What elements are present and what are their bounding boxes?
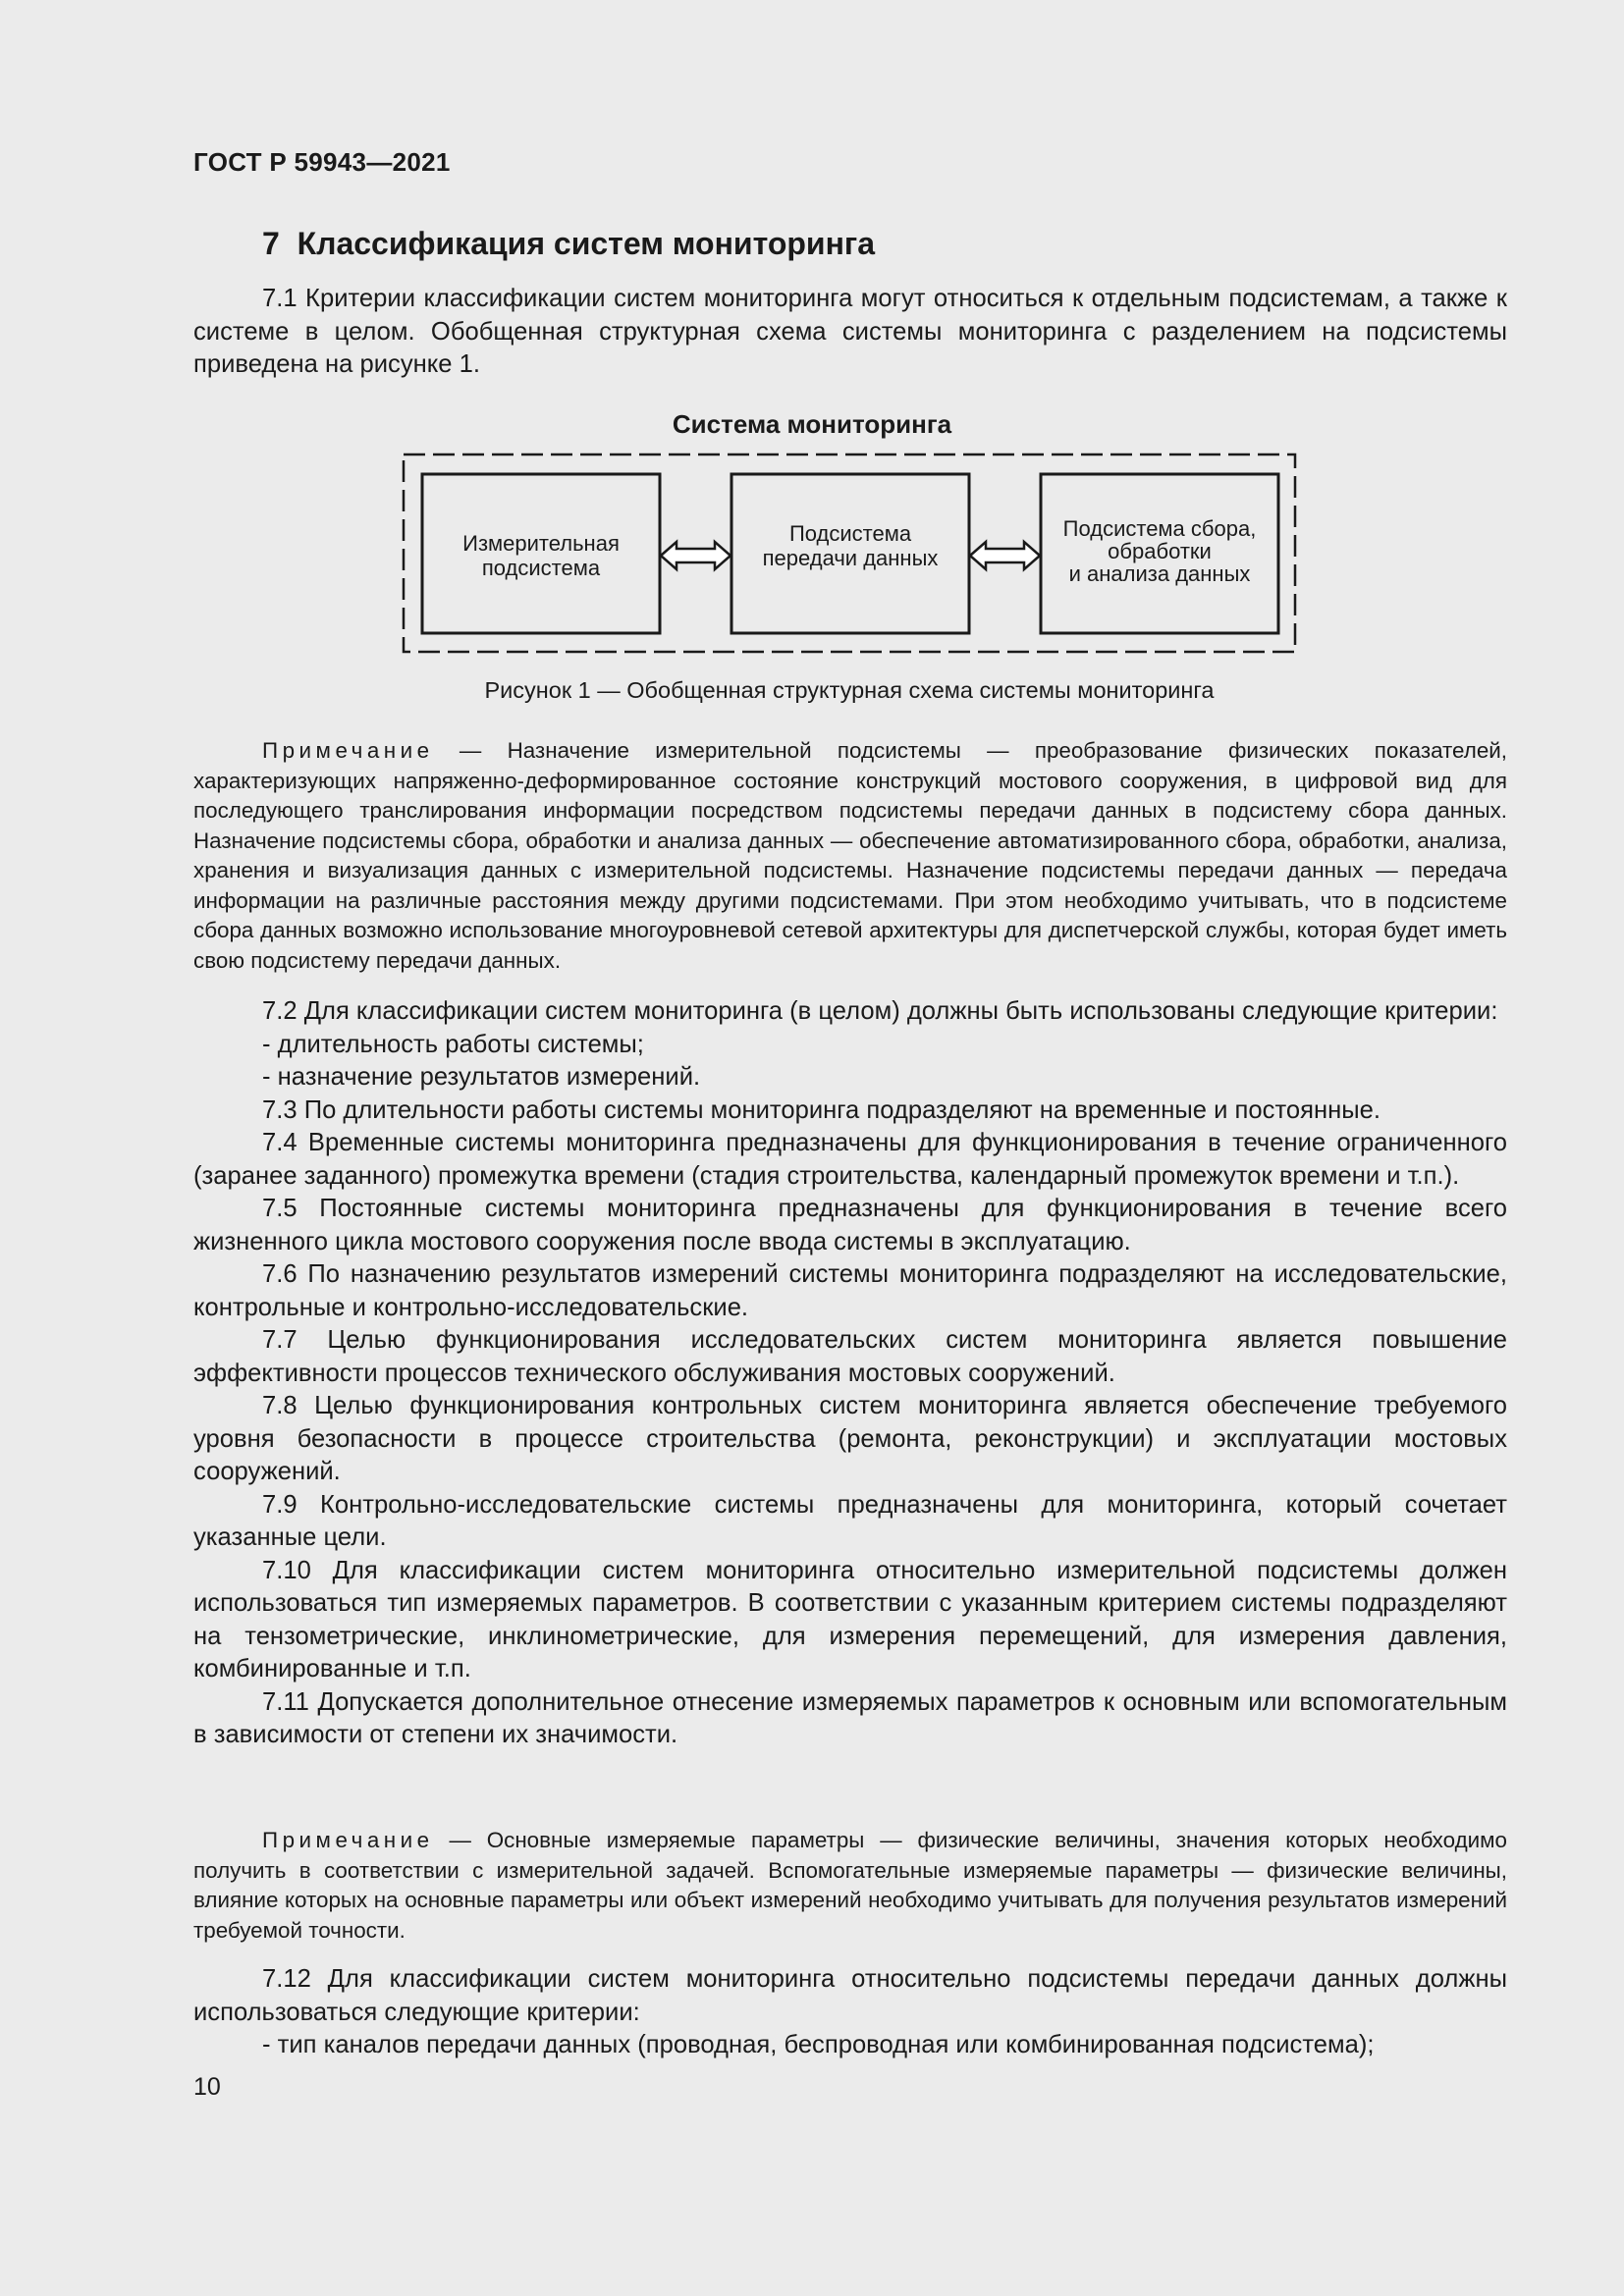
paragraph-7-6: 7.6 По назначению результатов измерений системы мониторинга подразделяют на исследовательские, контрольные и контрольно-исследовательские. (193, 1260, 1507, 1321)
paragraph-7-1-block (193, 283, 1507, 382)
box1-label-line1: Измерительная (462, 531, 620, 556)
list-item: - тип каналов передачи данных (проводная, беспроводная или комбинированная подсистема); (262, 2031, 1375, 2058)
note-2-label: Примечание (262, 1828, 434, 1852)
paragraph-7-5: 7.5 Постоянные системы мониторинга предназначены для функционирования в течение всего жизненного цикла мостового сооружения после ввода системы в эксплуатацию. (193, 1195, 1507, 1255)
paragraph-7-2: 7.2 Для классификации систем мониторинга (в целом) должны быть использованы следующие критерии: (262, 997, 1498, 1025)
note-1-label: Примечание (262, 738, 434, 763)
paragraph-7-11: 7.11 Допускается дополнительное отнесение измеряемых параметров к основным или вспомогательным в зависимости от степени их значимости. (193, 1687, 1507, 1748)
note-1-text: — Назначение измерительной подсистемы — преобразование физических показателей, характеризующих напряженно-деформированное состояние конструкций мостового сооружения, в цифровой вид для последующего транслирования информации посредством подсистемы передачи данных в подсистему сбора данных. Назначение подсистемы сбора, обработки и анализа данных — обеспечение автоматизированного сбора, обработки, анализа, хранения и визуализация данных с измерительной подсистемы. Назначение подсистемы передачи данных — передача информации на различные расстояния между другими подсистемами. При этом необходимо учитывать, что в подсистеме сбора данных возможно использование многоуровневой сетевой архитектуры для диспетчерской службы, которая будет иметь свою подсистему передачи данных. (193, 738, 1507, 973)
paragraph-7-12: 7.12 Для классификации систем мониторинга относительно подсистемы передачи данных должны использоваться следующие критерии: (193, 1965, 1507, 2026)
paragraph-7-7: 7.7 Целью функционирования исследовательских систем мониторинга является повышение эффективности процессов технического обслуживания мостовых сооружений. (193, 1326, 1507, 1387)
note-1 (193, 736, 1507, 976)
double-arrow-icon (661, 542, 731, 569)
note-2-text: — Основные измеряемые параметры — физические величины, значения которых необходимо получить в соответствии с измерительной задачей. Вспомогательные измеряемые параметры — физические величины, влияние которых на основные параметры или объект измерений необходимо учитывать для получения результатов измерений требуемой точности. (193, 1828, 1507, 1943)
figure-caption: Рисунок 1 — Обобщенная структурная схема системы мониторинга (484, 677, 1215, 703)
double-arrow-icon (970, 542, 1040, 569)
note-2-block (193, 1826, 1507, 1946)
box1-label-line2: подсистема (481, 556, 601, 580)
box3-label-line1: Подсистема сбора, (1062, 516, 1257, 541)
list-item: - назначение результатов измерений. (262, 1063, 701, 1091)
section-title (262, 226, 875, 262)
list-item: - длительность работы системы; (262, 1030, 644, 1058)
page-number: 10 (193, 2073, 221, 2101)
paragraph-7-8: 7.8 Целью функционирования контрольных систем мониторинга является обеспечение требуемого уровня безопасности в процессе строительства (ремонта, реконструкции) и эксплуатации мостовых сооружений. (193, 1392, 1507, 1485)
paragraph-7-3: 7.3 По длительности работы системы мониторинга подразделяют на временные и постоянные. (262, 1095, 1380, 1124)
paragraph-7-12-block (193, 1963, 1507, 2062)
note-1-block (193, 736, 1507, 976)
note-2 (193, 1826, 1507, 1946)
section-title-text: Классификация систем мониторинга (297, 226, 876, 261)
box2-label-line2: передачи данных (762, 546, 939, 570)
standard-header: ГОСТ Р 59943—2021 (193, 147, 451, 177)
paragraph-7-1: 7.1 Критерии классификации систем мониторинга могут относиться к отдельным подсистемам, а также к системе в целом. Обобщенная структурная схема системы мониторинга с разделением на подсистемы приведена на рисунке 1. (193, 285, 1507, 378)
paragraph-7-4: 7.4 Временные системы мониторинга предназначены для функционирования в течение ограниченного (заранее заданного) промежутка времени (стадия строительства, календарный промежуток времени и т.п.). (193, 1129, 1507, 1190)
main-text-block (193, 995, 1507, 1752)
paragraph-7-10: 7.10 Для классификации систем мониторинга относительно измерительной подсистемы должен использоваться тип измеряемых параметров. В соответствии с указанным критерием системы подразделяют на тензометрические, инклинометрические, для измерения перемещений, для измерения давления, комбинированные и т.п. (193, 1556, 1507, 1682)
figure-title: Система мониторинга (672, 409, 952, 439)
box3-label-line3: и анализа данных (1068, 561, 1251, 586)
paragraph-7-9: 7.9 Контрольно-исследовательские системы предназначены для мониторинга, который сочетает указанные цели. (193, 1490, 1507, 1551)
section-number: 7 (262, 226, 280, 261)
structure-diagram (402, 453, 1297, 654)
box3-label-line2: обработки (1108, 539, 1212, 563)
box2-label-line1: Подсистема (788, 521, 912, 546)
